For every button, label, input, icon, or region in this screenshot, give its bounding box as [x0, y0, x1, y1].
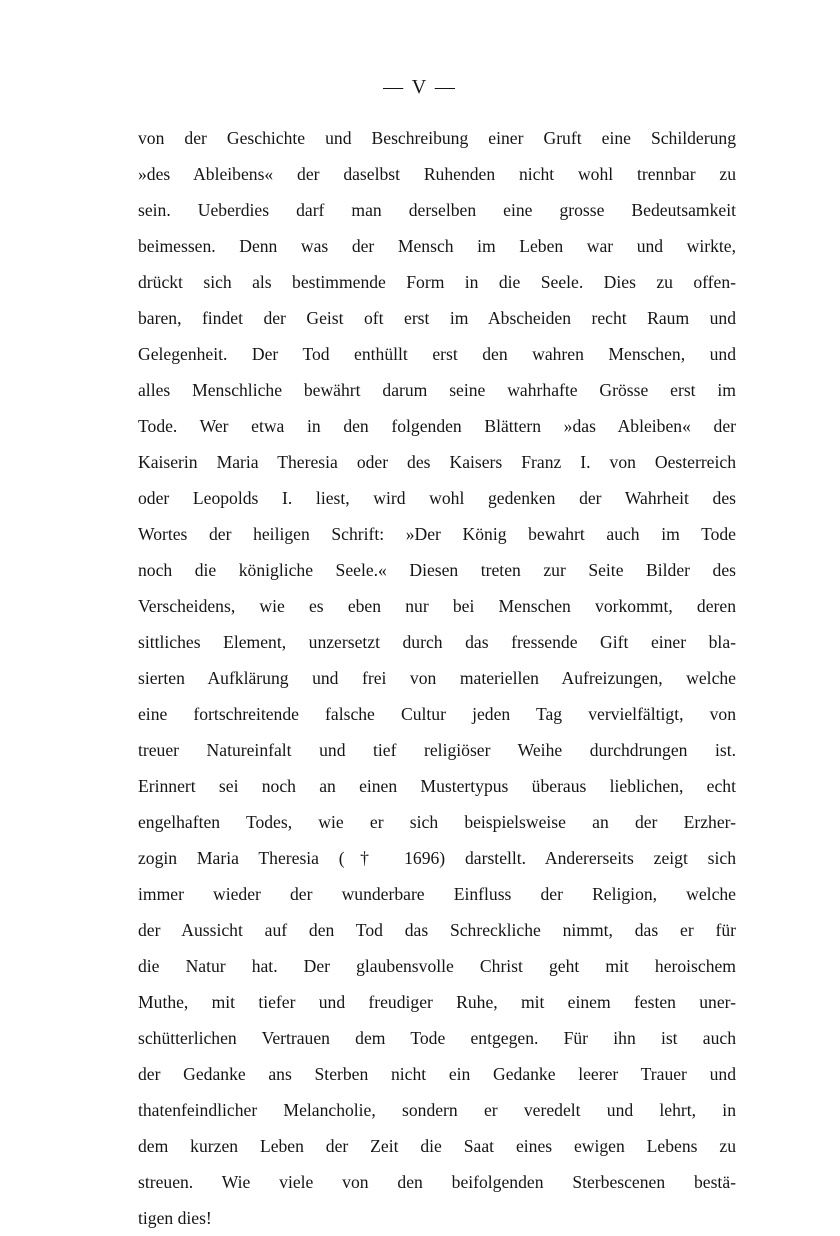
text-line: Muthe, mit tiefer und freudiger Ruhe, mit einem festen uner-	[138, 992, 736, 1012]
text-line: oder Leopolds I. liest, wird wohl gedenken der Wahrheit des	[138, 488, 736, 508]
text-line: sittliches Element, unzersetzt durch das fressende Gift einer bla-	[138, 632, 736, 652]
text-line: thatenfeindlicher Melancholie, sondern er veredelt und lehrt, in	[138, 1100, 736, 1120]
text-line: von der Geschichte und Beschreibung einer Gruft eine Schilderung	[138, 128, 736, 148]
text-line: treuer Natureinfalt und tief religiöser Weihe durchdrungen ist.	[138, 740, 736, 760]
text-line: »des Ableibens« der daselbst Ruhenden nicht wohl trennbar zu	[138, 164, 736, 184]
text-line: Wortes der heiligen Schrift: »Der König bewahrt auch im Tode	[138, 524, 736, 544]
text-line: Tode. Wer etwa in den folgenden Blättern »das Ableiben« der	[138, 416, 736, 436]
text-line: schütterlichen Vertrauen dem Tode entgegen. Für ihn ist auch	[138, 1028, 736, 1048]
text-line: Erinnert sei noch an einen Mustertypus überaus lieblichen, echt	[138, 776, 736, 796]
text-line: sierten Aufklärung und frei von materiellen Aufreizungen, welche	[138, 668, 736, 688]
page-number: — V —	[383, 76, 457, 98]
text-line: Kaiserin Maria Theresia oder des Kaisers Franz I. von Oesterreich	[138, 452, 736, 472]
text-line: die Natur hat. Der glaubensvolle Christ geht mit heroischem	[138, 956, 736, 976]
text-line: immer wieder der wunderbare Einfluss der Religion, welche	[138, 884, 736, 904]
text-line: alles Menschliche bewährt darum seine wahrhafte Grösse erst im	[138, 380, 736, 400]
text-line: beimessen. Denn was der Mensch im Leben war und wirkte,	[138, 236, 736, 256]
text-line: zogin Maria Theresia († 1696) darstellt. Andererseits zeigt sich	[138, 848, 736, 868]
text-line: engelhaften Todes, wie er sich beispielsweise an der Erzher-	[138, 812, 736, 832]
text-line: baren, findet der Geist oft erst im Abscheiden recht Raum und	[138, 308, 736, 328]
text-line: der Aussicht auf den Tod das Schreckliche nimmt, das er für	[138, 920, 736, 940]
text-line: tigen dies!	[138, 1208, 212, 1228]
text-line: noch die königliche Seele.« Diesen treten zur Seite Bilder des	[138, 560, 736, 580]
text-line: drückt sich als bestimmende Form in die Seele. Dies zu offen-	[138, 272, 736, 292]
text-line: streuen. Wie viele von den beifolgenden Sterbescenen bestä-	[138, 1172, 736, 1192]
text-line: sein. Ueberdies darf man derselben eine grosse Bedeutsamkeit	[138, 200, 736, 220]
body-text	[138, 120, 736, 1236]
text-line: Verscheidens, wie es eben nur bei Menschen vorkommt, deren	[138, 596, 736, 616]
text-line: der Gedanke ans Sterben nicht ein Gedanke leerer Trauer und	[138, 1064, 736, 1084]
text-line: eine fortschreitende falsche Cultur jeden Tag vervielfältigt, von	[138, 704, 736, 724]
text-line: Gelegenheit. Der Tod enthüllt erst den wahren Menschen, und	[138, 344, 736, 364]
text-line: dem kurzen Leben der Zeit die Saat eines ewigen Lebens zu	[138, 1136, 736, 1156]
